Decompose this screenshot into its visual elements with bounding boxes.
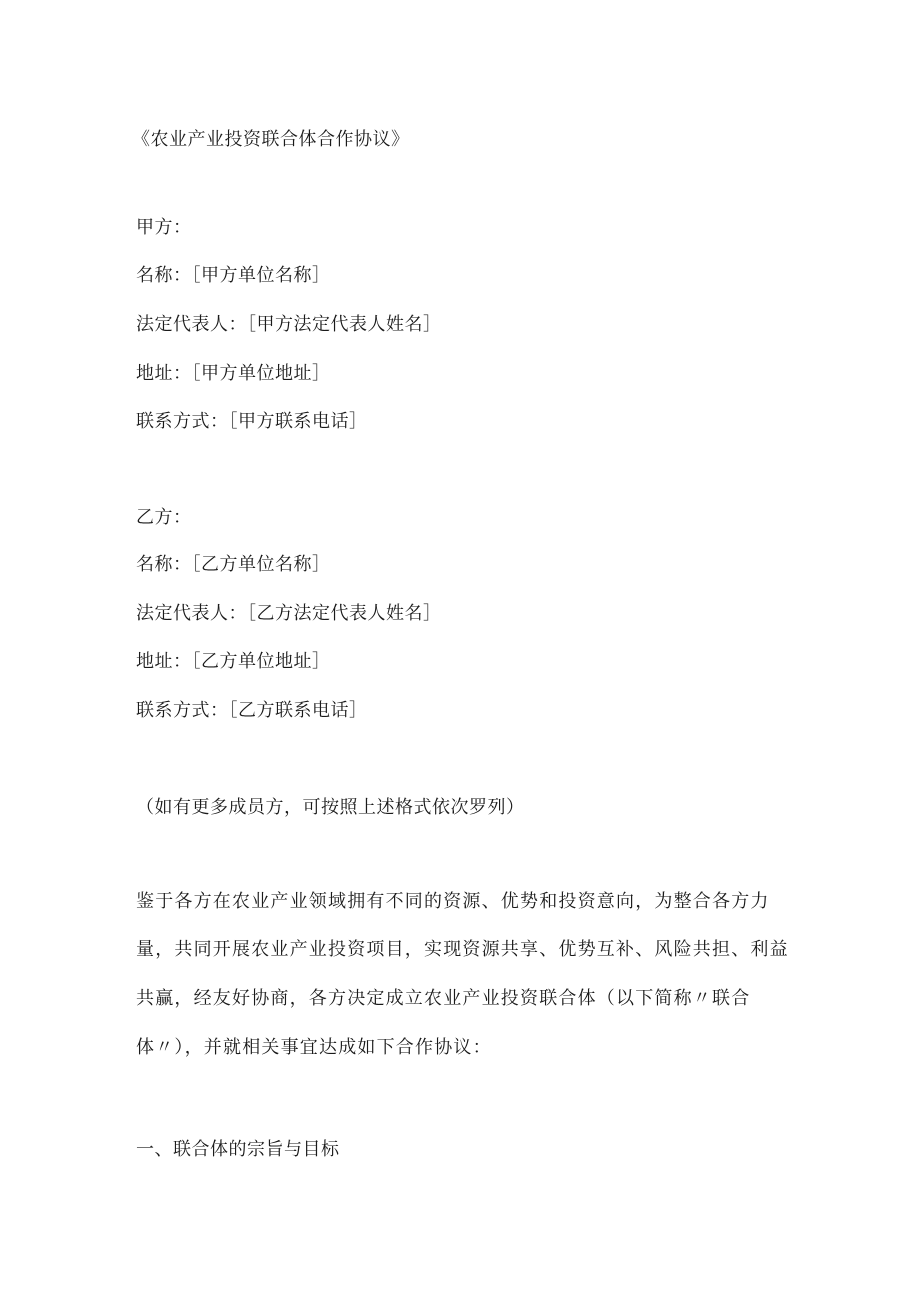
party-b-address: 地址：［乙方单位地址］	[136, 651, 331, 672]
party-a-representative: 法定代表人：［甲方法定代表人姓名］	[136, 314, 442, 335]
party-a-heading: 甲方：	[136, 217, 192, 238]
document-title: 《农业产业投资联合体合作协议》	[132, 129, 410, 150]
preamble-line: 共赢，经友好协商，各方决定成立农业产业投资联合体（以下简称〃联合	[136, 988, 751, 1009]
party-b-contact: 联系方式：［乙方联系电话］	[136, 700, 368, 721]
party-b-name: 名称：［乙方单位名称］	[136, 554, 331, 575]
party-b-heading: 乙方：	[136, 507, 192, 528]
preamble-line: 量，共同开展农业产业投资项目，实现资源共享、优势互补、风险共担、利益	[136, 939, 789, 960]
party-a-contact: 联系方式：［甲方联系电话］	[136, 411, 368, 432]
preamble-line: 鉴于各方在农业产业领域拥有不同的资源、优势和投资意向，为整合各方力	[136, 891, 770, 912]
preamble-line: 体〃），并就相关事宜达成如下合作协议：	[136, 1037, 492, 1058]
party-a-address: 地址：［甲方单位地址］	[136, 363, 331, 384]
member-note: （如有更多成员方，可按照上述格式依次罗列）	[136, 797, 525, 818]
party-b-representative: 法定代表人：［乙方法定代表人姓名］	[136, 603, 442, 624]
section-heading: 一、联合体的宗旨与目标	[136, 1139, 340, 1160]
party-a-name: 名称：［甲方单位名称］	[136, 265, 331, 286]
